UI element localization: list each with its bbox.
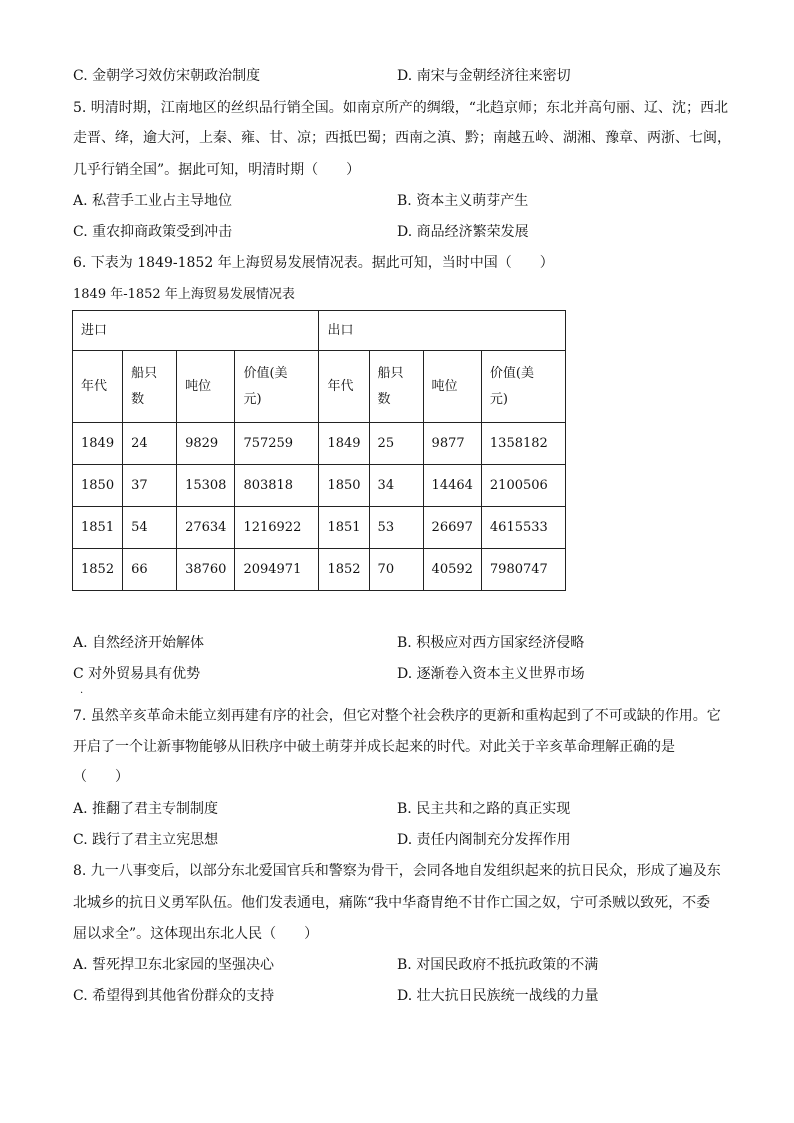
table-cell: 1216922 <box>235 507 319 549</box>
q4-option-c: C. 金朝学习效仿宋朝政治制度 <box>73 68 261 84</box>
table-cell: 25 <box>369 423 423 465</box>
col-tonnage-export: 吨位 <box>423 351 481 423</box>
q6-option-b: B. 积极应对西方国家经济侵略 <box>397 635 585 651</box>
table-cell: 15308 <box>177 465 235 507</box>
col-value-import: 价值(美 元) <box>235 351 319 423</box>
table-cell: 4615533 <box>481 507 565 549</box>
q7-option-b: B. 民主共和之路的真正实现 <box>397 801 571 817</box>
col-year-import: 年代 <box>73 351 123 423</box>
export-header: 出口 <box>319 311 565 351</box>
q8-stem-line-1: 8. 九一八事变后，以部分东北爱国官兵和警察为骨干，会同各地自发组织起来的抗日民众，形成了遍及东 <box>73 863 721 879</box>
table-row <box>73 507 566 549</box>
table-cell: 66 <box>123 549 177 591</box>
q7-stem-line-3: （ ） <box>73 769 129 785</box>
table-row <box>73 465 566 507</box>
q6-option-a: A. 自然经济开始解体 <box>73 635 205 651</box>
table-cell: 1850 <box>73 465 123 507</box>
col-tonnage-import: 吨位 <box>177 351 235 423</box>
table-cell: 2094971 <box>235 549 319 591</box>
table-cell: 757259 <box>235 423 319 465</box>
q5-option-d: D. 商品经济繁荣发展 <box>397 224 529 240</box>
table-cell: 40592 <box>423 549 481 591</box>
q7-option-d: D. 责任内阁制充分发挥作用 <box>397 832 571 848</box>
table-cell: 9877 <box>423 423 481 465</box>
table-cell: 37 <box>123 465 177 507</box>
table-cell: 1852 <box>319 549 369 591</box>
q8-option-a: A. 誓死捍卫东北家园的坚强决心 <box>73 957 275 973</box>
table-row <box>73 423 566 465</box>
q5-option-a: A. 私营手工业占主导地位 <box>73 193 233 209</box>
q5-stem-line-2: 走晋、绛，逾大河，上秦、雍、甘、凉；西抵巴蜀；西南之滇、黔；南越五岭、湖湘、豫章、两浙、七闽， <box>73 130 731 146</box>
table-cell: 27634 <box>177 507 235 549</box>
q7-stem-line-2: 开启了一个让新事物能够从旧秩序中破土萌芽并成长起来的时代。对此关于辛亥革命理解正确的是 <box>73 739 675 755</box>
q4-option-d: D. 南宋与金朝经济往来密切 <box>397 68 571 84</box>
q8-option-c: C. 希望得到其他省份群众的支持 <box>73 988 275 1004</box>
col-ships-import: 船只 数 <box>123 351 177 423</box>
table-cell: 1851 <box>319 507 369 549</box>
q8-stem-line-2: 北城乡的抗日义勇军队伍。他们发表通电，痛陈“我中华裔胄绝不甘作亡国之奴，宁可杀贼以致死，不委 <box>73 895 711 911</box>
q6-option-d: D. 逐渐卷入资本主义世界市场 <box>397 666 585 682</box>
col-ships-export: 船只 数 <box>369 351 423 423</box>
col-year-export: 年代 <box>319 351 369 423</box>
table-cell: 24 <box>123 423 177 465</box>
q5-option-c: C. 重农抑商政策受到冲击 <box>73 224 233 240</box>
table-cell: 54 <box>123 507 177 549</box>
q8-option-d: D. 壮大抗日民族统一战线的力量 <box>397 988 599 1004</box>
table-row <box>73 549 566 591</box>
q7-stem-line-1: 7. 虽然辛亥革命未能立刻再建有序的社会，但它对整个社会秩序的更新和重构起到了不可或缺的作用。它 <box>73 708 721 724</box>
table-cell: 9829 <box>177 423 235 465</box>
table-cell: 803818 <box>235 465 319 507</box>
table-cell: 1358182 <box>481 423 565 465</box>
table-cell: 34 <box>369 465 423 507</box>
q6-option-c: C 对外贸易具有优势 <box>73 666 201 682</box>
table-cell: 2100506 <box>481 465 565 507</box>
table-cell: 38760 <box>177 549 235 591</box>
q6-table-caption: 1849 年-1852 年上海贸易发展情况表 <box>73 287 295 302</box>
q5-stem-line-3: 几乎行销全国”。据此可知，明清时期（ ） <box>73 162 361 178</box>
table-cell: 70 <box>369 549 423 591</box>
q5-stem-line-1: 5. 明清时期，江南地区的丝织品行销全国。如南京所产的绸缎，“北趋京师；东北并高句丽、辽、沈；西北 <box>73 100 728 116</box>
table-cell: 1850 <box>319 465 369 507</box>
table-cell: 1849 <box>73 423 123 465</box>
table-cell: 53 <box>369 507 423 549</box>
stray-mark: . <box>80 685 84 696</box>
trade-table <box>72 310 566 591</box>
col-value-export: 价值(美 元) <box>481 351 565 423</box>
table-cell: 14464 <box>423 465 481 507</box>
table-cell: 7980747 <box>481 549 565 591</box>
q8-stem-line-3: 屈以求全”。这体现出东北人民（ ） <box>73 926 319 942</box>
q5-option-b: B. 资本主义萌芽产生 <box>397 193 529 209</box>
import-header: 进口 <box>73 311 319 351</box>
q6-stem: 6. 下表为 1849-1852 年上海贸易发展情况表。据此可知，当时中国（ ） <box>73 255 554 271</box>
table-cell: 1851 <box>73 507 123 549</box>
q7-option-a: A. 推翻了君主专制制度 <box>73 801 219 817</box>
table-cell: 1852 <box>73 549 123 591</box>
table-cell: 1849 <box>319 423 369 465</box>
table-cell: 26697 <box>423 507 481 549</box>
q8-option-b: B. 对国民政府不抵抗政策的不满 <box>397 957 599 973</box>
q7-option-c: C. 践行了君主立宪思想 <box>73 832 219 848</box>
